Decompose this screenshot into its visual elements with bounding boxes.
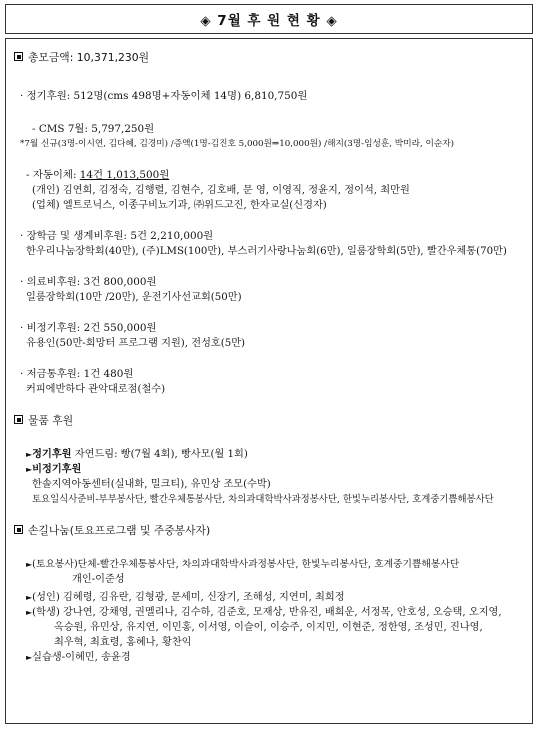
scholarship-donors: 한우리나눔장학회(40만), (주)LMS(100만), 부스러기사랑나눔회(6만), 일룸장학회(5만), 빨간우체통(70만) [26, 246, 507, 257]
piggy-line: · 저금통후원: 1건 480원 [20, 368, 134, 380]
volunteer-group [14, 557, 524, 572]
scholarship-text: 장학금 및 생계비후원: 5건 2,210,000원 [26, 230, 214, 242]
auto-business: (업체) 엘트로닉스, 이종구비뇨기과, ㈜위드고진, 한자교실(신경자) [32, 200, 327, 211]
volunteer-individual: 개인-이준성 [72, 574, 125, 585]
regular-summary: · 정기후원: 512명(cms 498명+자동이체 14명) 6,810,750원 [20, 90, 308, 102]
goods-title: 물품 후원 [28, 414, 74, 427]
goods-regular-label: 정기후원 [32, 448, 72, 460]
volunteer-section-title [14, 523, 524, 538]
report-title: ◈ 7월 후 원 현 황 ◈ [5, 4, 533, 34]
volunteer-student-3: 최우혁, 최효령, 홍혜나, 황찬익 [54, 637, 192, 648]
volunteer-interns-text: 실습생-이혜민, 송윤경 [32, 652, 131, 663]
medical-donors: 일룸장학회(10만 /20만), 운전기사선교회(50만) [26, 292, 242, 303]
arrow-bullet-icon: ► [26, 450, 33, 459]
volunteer-student-1-text: (학생) 강나연, 강채영, 권멜리나, 김수하, 김준호, 모재상, 반유진, 배희운, 서정목, 안호성, 오승택, 오지영, [32, 607, 502, 618]
medical-line: · 의료비후원: 3건 800,000원 [20, 276, 157, 288]
cms-note: *7월 신규(3명-이시연, 김다혜, 김경미) /증액(1명-김진호 5,000원⇒10,000원) /해지(3명-임성훈, 박미라, 이순자) [20, 139, 455, 149]
report-body [5, 38, 533, 724]
square-bullet-icon [14, 415, 23, 424]
medical-text: 의료비후원: 3건 800,000원 [26, 276, 157, 288]
scholarship-line: · 장학금 및 생계비후원: 5건 2,210,000원 [20, 230, 214, 242]
goods-regular-items: 자연드림: 빵(7월 4회), 빵사모(월 1회) [71, 449, 248, 460]
arrow-bullet-icon: ► [26, 560, 33, 569]
cms-line: - CMS 7월: 5,797,250원 [32, 123, 155, 135]
auto-personal: (개인) 김연희, 김정숙, 김행렬, 김현수, 김호배, 문 영, 이영직, 정윤지, 정이석, 최만원 [32, 185, 410, 196]
volunteer-student-2: 옥승원, 유민상, 유지연, 이민홍, 이서영, 이슬이, 이승주, 이지민, 이현준, 정한영, 조성민, 진나영, [54, 622, 483, 633]
auto-transfer-label: - 자동이체: [26, 169, 80, 181]
volunteer-adult-text: (성인) 김혜령, 김유란, 김형광, 문세미, 신장기, 조해성, 지연미, 최희정 [32, 592, 345, 603]
piggy-text: 저금통후원: 1건 480원 [26, 368, 134, 380]
nonregular-donors: 유용인(50만-희망터 프로그램 지원), 전성호(5만) [26, 338, 246, 349]
nonregular-text: 비정기후원: 2건 550,000원 [26, 322, 157, 334]
volunteer-student-1 [14, 605, 524, 620]
arrow-bullet-icon: ► [26, 653, 33, 662]
volunteer-group-text: (토요봉사)단체-빨간우체통봉사단, 차의과대학박사과정봉사단, 한빛누리봉사단, 호계중기쁨해봉사단 [32, 559, 460, 570]
auto-transfer-line [14, 168, 524, 183]
total-amount: 10,371,230원 [76, 51, 150, 64]
square-bullet-icon [14, 525, 23, 534]
nonregular-line: · 비정기후원: 2건 550,000원 [20, 322, 157, 334]
auto-transfer-amount: 14건 1,013,500원 [79, 169, 170, 181]
regular-summary-text: 정기후원: 512명(cms 498명+자동이체 14명) 6,810,750원 [26, 90, 308, 102]
total-section [14, 50, 524, 65]
goods-section-title [14, 413, 524, 428]
volunteer-adult [14, 590, 524, 605]
goods-regular [14, 447, 524, 462]
volunteer-title: 손길나눔(토요프로그램 및 주중봉사자) [28, 524, 211, 537]
arrow-bullet-icon: ► [26, 608, 33, 617]
goods-line1: 한솔지역아동센터(실내화, 밀크티), 유민상 조모(수박) [32, 479, 271, 490]
piggy-donors: 커피에반하다 관악대로점(철수) [26, 384, 166, 395]
total-label: 총모금액: [28, 51, 74, 64]
goods-line2: 토요일식사준비-부부봉사단, 빨간우체통봉사단, 차의과대학박사과정봉사단, 한빛누리봉사단, 호계중기쁨해봉사단 [32, 494, 494, 505]
arrow-bullet-icon: ► [26, 465, 33, 474]
goods-nonregular [14, 462, 524, 477]
goods-nonregular-label: 비정기후원 [32, 463, 82, 475]
arrow-bullet-icon: ► [26, 593, 33, 602]
volunteer-interns [14, 650, 524, 665]
square-bullet-icon [14, 52, 23, 61]
